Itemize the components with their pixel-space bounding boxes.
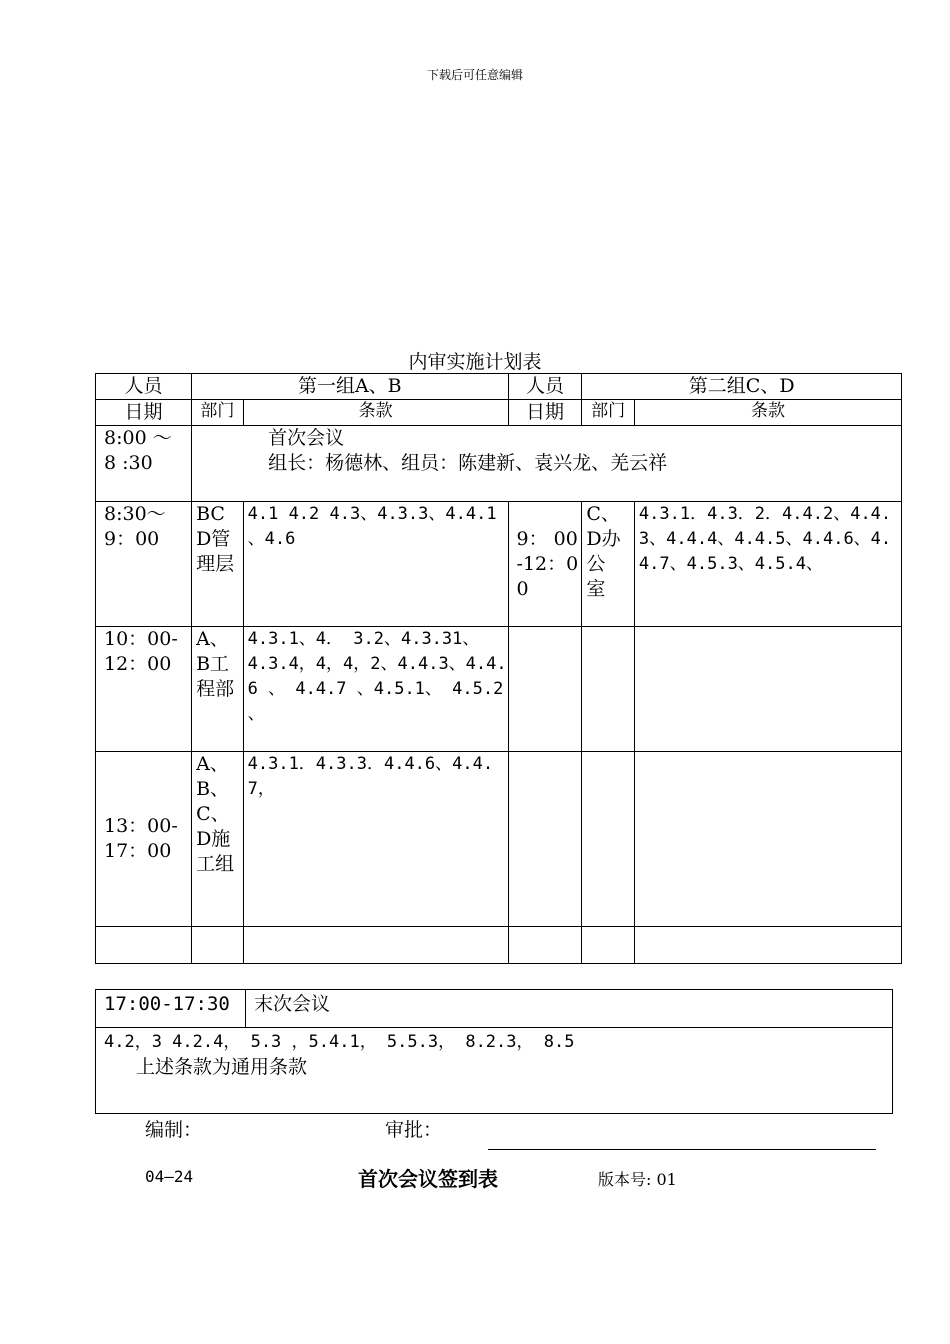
table-row	[96, 752, 902, 927]
closing-time: 17:00-17:30	[96, 990, 246, 1028]
opening-time	[96, 426, 192, 502]
row-clauses: 4.3.1、4． 3.2、4.3.31、 4.3.4，4，4，2、4.4.3、4.4.6 、 4.4.7 、4.5.1、 4.5.2 、	[243, 627, 508, 752]
row-dept: A、B工程部	[192, 627, 244, 752]
empty-cell	[634, 927, 901, 964]
row-time-end: 9：00	[104, 528, 160, 550]
row-time-start: 13：00-	[104, 815, 178, 837]
audit-plan-table	[95, 373, 902, 964]
table-row	[96, 502, 902, 627]
row-dept-2	[582, 627, 635, 752]
row-time-2	[508, 627, 582, 752]
opening-meeting	[192, 426, 902, 502]
header-note: 下载后可任意编辑	[426, 68, 523, 82]
row-clauses-2	[634, 752, 901, 927]
row-clauses: 4.3.1．4.3.3．4.4.6、4.4.7，	[243, 752, 508, 927]
empty-row	[96, 927, 902, 964]
row-clauses-2: 4.3.1．4.3．2．4.4.2、4.4.3、4.4.4、4.4.5、4.4.6、4.4.7、4.5.3、4.5.4、	[634, 502, 901, 627]
row-time-2	[508, 752, 582, 927]
closing-clauses-cell	[96, 1028, 893, 1114]
header-person-2: 人员	[508, 374, 582, 400]
header-group1: 第一组A、B	[192, 374, 508, 400]
row-time-start: 10：00-	[104, 628, 178, 650]
row-time	[96, 752, 192, 927]
empty-cell	[243, 927, 508, 964]
closing-clauses: 4.2，3 4.2.4， 5.3 ，5.4.1， 5.5.3， 8.2.3， 8.5	[104, 1032, 575, 1052]
opening-time-end: 8 :30	[104, 452, 153, 474]
closing-meeting-table	[95, 989, 893, 1114]
signature-line	[488, 1149, 876, 1150]
header-dept-2: 部门	[582, 400, 635, 426]
header-date-2: 日期	[508, 400, 582, 426]
header-row-1	[96, 374, 902, 400]
closing-row	[96, 990, 893, 1028]
header-dept: 部门	[192, 400, 244, 426]
empty-cell	[96, 927, 192, 964]
table-row	[96, 627, 902, 752]
header-row-2	[96, 400, 902, 426]
footer-version: 版本号: 01	[598, 1170, 677, 1189]
opening-meeting-members: 组长：杨德林、组员：陈建新、袁兴龙、羌云祥	[268, 452, 668, 474]
footer-code: 04—24	[145, 1167, 194, 1186]
empty-cell	[508, 927, 582, 964]
row-dept: A、B、C、D施工组	[192, 752, 244, 927]
opening-meeting-label: 首次会议	[268, 427, 345, 449]
row-time	[96, 627, 192, 752]
plan-title: 内审实施计划表	[408, 351, 542, 373]
approved-by-label: 审批：	[385, 1119, 443, 1141]
row-dept: BCD管理层	[192, 502, 244, 627]
row-time	[96, 502, 192, 627]
opening-row	[96, 426, 902, 502]
row-dept-2: C、D办公室	[582, 502, 635, 627]
row-dept-2	[582, 752, 635, 927]
row-time-2: 9： 00-12：00	[508, 502, 582, 627]
header-group2: 第二组C、D	[582, 374, 902, 400]
row-time-start: 8:30～	[104, 503, 166, 525]
prepared-by-label: 编制：	[145, 1119, 203, 1141]
empty-cell	[192, 927, 244, 964]
header-clause-2: 条款	[634, 400, 901, 426]
row-clauses-2	[634, 627, 901, 752]
header-date: 日期	[96, 400, 192, 426]
empty-cell	[582, 927, 635, 964]
opening-time-start: 8:00 ～	[104, 427, 172, 449]
closing-note: 上述条款为通用条款	[136, 1056, 308, 1078]
row-clauses: 4.1 4.2 4.3、4.3.3、4.4.1 、4.6	[243, 502, 508, 627]
closing-label: 末次会议	[246, 990, 893, 1028]
row-time-end: 12：00	[104, 653, 172, 675]
header-person: 人员	[96, 374, 192, 400]
footer-title: 首次会议签到表	[358, 1167, 498, 1191]
row-time-end: 17：00	[104, 840, 172, 862]
header-clause: 条款	[243, 400, 508, 426]
closing-clauses-row	[96, 1028, 893, 1114]
